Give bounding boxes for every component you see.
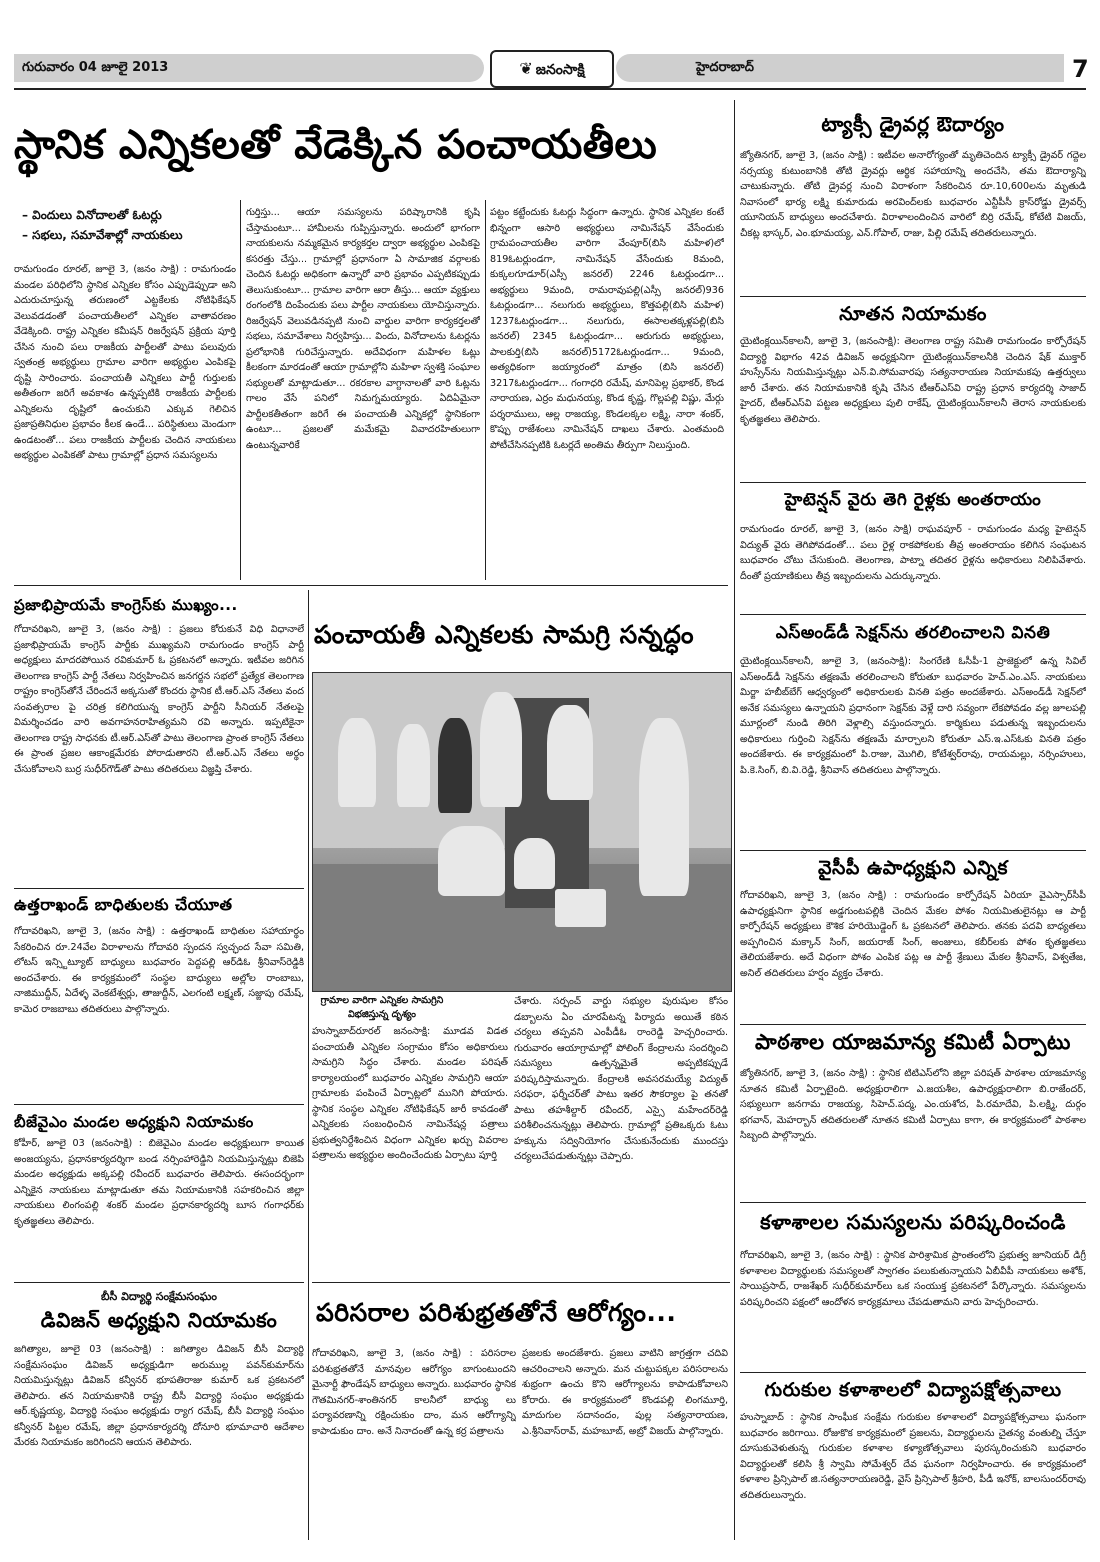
center-story2-body-left: గోదావరిఖని, జూలై 3, (జనం సాక్షి) : పరిసరాల పరిశుభ్రతతోనే మానవుల ఆరోగ్యం బాగుంటుందని మైనార్టీ ఫౌండేషన్ బాధ్యులు అన్నారు. బుధవారం స్థానిక గౌతమినగర్-శాంతినగర్ కాలనీలో బాధ్యు లు పర్యావరణాన్ని రక్షించుకుం దాం, మన ఆరోగ్యాన్ని కాపాడుకుం దాం. అనే నినాదంతో ఉన్న కర్ర పత్రాలను [312,1348,516,1437]
center-story2-headline: పరిసరాల పరిశుభ్రతతోనే ఆరోగ్యం... [316,1298,677,1327]
column-divider [240,200,241,580]
right-story7-headline: కళాశాలల సమస్యలను పరిష్కరించండి [760,1210,1066,1234]
right-story8-body: హుస్నాబాద్ : స్థానిక సాంఘీక సంక్షేమ గురుకుల కళాశాలలో విద్యాపక్షోత్సవాలు ఘనంగా బుధవారం జరిగాయి. రోజుకొక కార్యక్రమంలో ప్రజలను, విద్యార్థులను చైతన్య వంతుల్ని చేస్తూ దూసుకువెళుతున్న గురుకుల కళాశాల కళ్యాణోత్సవాలు పురస్కరించుకుని బుధవారం విద్యార్థులతో కలిసి శ్రీ స్వామి సోమేశ్వర్ దేవ ఘనంగా నిర్వహించారు. ఈ కార్యక్రమంలో కళాశాల ప్రిన్సిపాల్ జి.సత్యనారాయణరెడ్డి, వైస్ ప్రిన్సిపాల్ శ్రీహరి, పీడీ ఇనోక్, బాలసుందర్‌రావు తదితరులున్నారు. [740,1412,1086,1501]
right-story1-headline: ట్యాక్సీ డ్రైవర్ల ఔదార్యం [821,112,1005,136]
right-story2-body: యైటింక్లయిన్‌కాలనీ, జూలై 3, (జనంసాక్షి): తెలంగాణ రాష్ట్ర సమితి రామగుండం కార్పోరేషన్ విద్యార్థి విభాగం 42వ డివిజన్ అధ్యక్షునిగా యైటింక్లయిన్‌కాలనీకి చెందిన షేక్ ముక్తార్ హుస్సేన్‌ను నియమిస్తున్నట్లు ఎన్.వి.సోమవారపు సత్యనారాయణ నియామకపు ఉత్తర్వులు జారీ చేశారు. తన నియామకానికి కృషి చేసిన టీఆర్‌ఎస్‌వి రాష్ట్ర ప్రధాన కార్యదర్శి సాజాద్ హైదర్, టీఆర్‌ఎస్‌వి పట్టణ అధ్యక్షులు పులి రాకేష్, యైటింక్లయిన్‌కాలనీ తెరాస నాయకులకు కృతజ్ఞతలు తెలిపారు. [740,336,1086,425]
right-story4-body: యైటింక్లయిన్‌కాలనీ, జూలై 3, (జనంసాక్షి): సింగరేణి ఓసీపీ-1 ప్రాజెక్టులో ఉన్న సివిల్ ఎస్‌అండ్‌డీ సెక్షన్‌ను తక్షణమే తరలించాలని కోరుతూ బుధవారం హెచ్.ఎం.ఎస్. నాయకులు మిర్జా హబీబ్‌బేగ్ ఆధ్వర్యంలో అధికారులకు వినతి పత్రం అందజేశారు. ఎస్‌అండ్‌డీ సెక్షన్‌లో అనేక సమస్యలు ఉన్నాయని ప్రధానంగా సెక్షన్‌కు వెళ్లే దారి సవ్యంగా లేకపోవడం వల్ల జూలపల్లి మూర్లంలో నుండి తిరిగి వెళ్లాల్సి వస్తుందన్నారు. కార్మికులు పడుతున్న ఇబ్బందులను అధికారులు గుర్తించి సెక్షన్‌ను తక్షణమే మార్చాలని కోరుతూ ఎస్.ఇ.ఎస్‌ఓకు వినతి పత్రం అందజేశారు. ఈ కార్యక్రమంలో పి.రాజు, మొగిలి, కోటేశ్వర్‌రావు, రాయమల్లు, నర్సింహులు, పి.కె.సింగ్, బి.వి.రెడ్డి, శ్రీనివాస్ తదితరులు పాల్గొన్నారు. [740,656,1086,776]
main-subheads [22,205,232,245]
section-rule [740,1024,1086,1025]
section-rule [14,585,728,586]
section-rule [312,1282,730,1283]
right-story3-body: రామగుండం రూరల్, జూలై 3, (జనం సాక్షి) రాఘవపూర్ - రామగుండం మధ్య హైటెన్షన్ విద్యుత్ వైరు తెగిపోవడంతో... పలు రైళ్ల రాకపోకలకు తీవ్ర అంతరాయం కలిగిన సంఘటన బుధవారం చోటు చేసుకుంది. తెలంగాణ, పాట్నా తదితర రైళ్లను అధికారులు నిలిపివేశారు. దీంతో ప్రయాణికులు తీవ్ర ఇబ్బందులను ఎదుర్కున్నారు. [740,524,1086,582]
right-story7-body: గోదావరిఖని, జూలై 3, (జనం సాక్షి) : స్థానిక పారిశ్రామిక ప్రాంతంలోని ప్రభుత్వ జూనియర్ డిగ్రీ కళాశాలల విద్యార్థులకు సమస్యలతో స్వాగతం పలుకుతున్నాయని ఏబీవీపీ నాయకులు అశోక్, సాయిప్రసాద్, రాజశేఖర్ సుధీర్‌కుమార్‌లు ఒక సంయుక్త ప్రకటనలో పేర్కొన్నారు. సమస్యలను పరిష్కరించని పక్షంలో ఆందోళన కార్యక్రమాలు చేపడుతామని వారు హెచ్చరించారు. [740,1250,1086,1308]
left-story2-headline: ఉత్తరాఖండ్ బాధితులకు చేయూత [14,895,233,914]
header-rule [14,88,1086,90]
section-rule [740,850,1086,851]
left-story4-kicker: బీసీ విద్యార్థి సంక్షేమసంఘం [101,1290,217,1303]
center-story1-body-right: చేశారు. సర్పంచ్ వార్డు సభ్యుల పురుషుల కోసం డబ్బాలను ఏం చూరపేటన్న పిర్యాదు అయితే కఠిన చర్యలు తప్పవని ఎంపీడీఓ రాంరెడ్డి హెచ్చరించారు. గురువారం ఆయాగ్రామాల్లో పోలింగ్ కేంద్రాలను సందర్శించి సమస్యలు ఉత్పన్నమైతే అప్పటికప్పుడే పరిష్కరిస్తామన్నారు. కేంద్రాలకి అవసరమయ్యే విద్యుత్ సరఫరా, ఫర్నీచర్‌తో పాటు ఇతర సౌకర్యాల పై తనతో పాటు తహశీల్దార్ రవీందర్, ఎస్సై మహేందర్‌రెడ్డి పరిశీలించనున్నట్లు తెలిపారు. గ్రామాల్లో ప్రతిఒక్కరు ఓటు హక్కును సద్వినియోగం చేసుకునేందుకు ముందస్తు చర్యలుచేపడుతున్నట్లు చెప్పారు. [514,996,728,1162]
main-story-col1: రామగుండం రూరల్, జూలై 3, (జనం సాక్షి) : రామగుండం మండల పరిధిలోని స్థానిక ఎన్నికల కోసం ఎప్పుడెప్పుడా అని ఎదురుచూస్తున్న తరుణంలో ఎట్టకేలకు నోటిఫికేషన్ వెలువడడంతో పంచాయతీలలో ఎన్నికల వాతావరణం వేడెక్కింది. రాష్ట్ర ఎన్నికల కమీషన్ రిజర్వేషన్ ప్రక్రియ పూర్తి చేసిన నుంచి పలు రాజకీయ పార్టీలతో పాటు పలువురు స్వతంత్ర అభ్యర్థులు గ్రామాల వారిగా అభ్యర్థుల ఎంపికపై దృష్టి సారించారు. పంచాయతీ ఎన్నికలు పార్టీ గుర్తులకు అతీతంగా జరిగే అవకాశం ఉన్నప్పటికి రాజకీయ పార్టీలకు ఎన్నికలను దృష్టిలో ఉంచుకుని ఎక్కువ గెలిచిన ప్రజాప్రతినిధుల ప్రభావం కీలక ఉండే... పరిస్థితులు మెండుగా ఉండటంతో... పలు రాజకీయ పార్టీలకు చెందిన నాయకులు అభ్యర్థుల ఎంపికతో పాటు గ్రామాల్లో ప్రధాన సమస్యలను [14,264,236,461]
page-number: 7 [1072,55,1089,83]
section-rule [740,614,1086,615]
photo-caption: గ్రామాల వారిగా ఎన్నికల సామగ్రిని విభజిస్తున్న దృశ్యం [320,995,444,1020]
column-divider [734,100,735,1540]
left-story4-headline: డివిజన్ అధ్యక్షుని నియామకం [40,1308,278,1332]
left-story2-body: గోదావరిఖని, జూలై 3, (జనం సాక్షి) : ఉత్తరాఖండ్ బాధితుల సహాయార్థం సేకరించిన రూ.24వేల విరాళాలను గోదావరి స్పందన స్వచ్ఛంద సేవా సమితి, లోటస్ ఇన్స్టిట్యూట్ బాధ్యులు బుధవారం పెద్దపల్లి ఆర్‌డిఓ శ్రీనివాస్‌రెడ్డికి అందచేశారు. ఈ కార్యక్రమంలో సంస్థల బాధ్యులు అల్లోల రాంబాబు, నాజిముద్దీన్, ఏదేళ్ళ వెంకటేశ్వర్లు, తాజుద్దీన్, ఎలగంటి లక్ష్మణ్, సజ్జాపు రమేష్, కామెర రాజబాబు తదితరులు పాల్గొన్నారు. [14,926,304,1015]
main-story-col3: పట్టం కట్టేందుకు ఓటర్లు సిద్ధంగా ఉన్నారు. స్థానిక ఎన్నికల కంటే భిన్నంగా ఆసారి అభ్యర్థులు నామినేషన్ వేసేందుకు గ్రామపంచాయతీల వారిగా వేంపూర్(బిసి మహిళ)లో 819ఓటర్లుండగా, నామినేషన్ వేసేందుకు 8మంది, కుక్కలగూడూర్(ఎస్సీ జనరల్) 2246 ఓటర్లుండగా... అభ్యర్థులు 9మంది, రామరావుపల్లి(ఎస్సీ జనరల్)936 ఓటర్లుండగా... నలుగురు అభ్యర్థులు, కొత్తపల్లి(బిసి మహిళ) 1237ఓటర్లుండగా... నలుగురు, ఈసాలతక్కళ్లపల్లి(బిసి జనరల్) 2345 ఓటర్లుండగా... ఆరుగురు అభ్యర్థులు, పాలకుర్తి(బిసి జనరల్)5172ఓటర్లుండగా... 9మంది, అత్యధికంగా జయ్యారంలో మాత్రం (బిసి జనరల్) 3217ఓటర్లుండగా... గంగాధరి రమేష్, మానిపెల్ల ప్రభాకర్, కొండ నారాయణ, ఎర్రం మధునయ్య, కొండ కృష్ణ, గొల్లపల్లి విష్ణు, మేర్గు పర్శరాములు, ఆల్ల రాజయ్య, కొండలక్కల లక్ష్మి, నారా శంకర్, కొప్పు రాజేశంలు నామినేషన్ దాఖలు చేశారు. ఎంతమంది పోటీచేసినప్పటికి ఓటర్లదే అంతిమ తీర్పుగా నిలుస్తుంది. [490,207,724,451]
left-story3-body: కోహీర్, జూలై 03 (జనంసాక్షి) : బిజెవైఎం మండల అధ్యక్షులుగా కాయిత అంజయ్యను, ప్రధానకార్యదర్శిగా బండ నర్సింహారెడ్డిని నియమిస్తున్నట్లు బిజెపి మండల అధ్యక్షుడు అక్కపల్లి రవీందర్ బుధవారం తెలిపారు. ఈసందర్భంగా ఎన్నికైన నాయకులు మాట్లాడుతూ తమ నియామకానికి సహకరించిన జిల్లా నాయకులు లింగంపల్లి శంకర్ మండల ప్రధానకార్యదర్శి బూస గంగాధర్‌కు కృతజ్ఞతలు తెలిపారు. [14,1138,304,1227]
news-photo [312,672,732,992]
right-story6-body: జ్యోతినగర్, జూలై 3, (జనం సాక్షి) : స్థానిక టిటిఎస్‌లోని జిల్లా పరిషత్ పాఠశాల యాజమాన్య నూతన కమిటీ ఏర్పాటైంది. అధ్యక్షురాలిగా ఎ.జయశీల, ఉపాధ్యక్షురాలిగా బి.రాజేందర్, సభ్యులుగా జనగామ రాజయ్య, సిహెచ్.పద్మ, ఎం.యశోద, పి.రమాదేవి, పి.లక్ష్మి, దుర్గం భగవాన్, మెహర్బాన్ తదితరులతో నూతన కమిటీ ఏర్పాటు కాగా, ఈ కార్యక్రమంలో పాఠశాల సిబ్బంది పాల్గొన్నారు. [740,1068,1086,1141]
newspaper-logo [490,50,614,88]
section-rule [14,1104,304,1105]
right-story5-body: గోదావరిఖని, జూలై 3, (జనం సాక్షి) : రామగుండం కార్పోరేషన్ ఏరియా వైఎస్సార్‌సీపీ ఉపాధ్యక్షునిగా స్థానిక అడ్డగుంటపల్లికి చెందిన మేకల పోశం నియమితులైనట్లు ఆ పార్టీ కార్పోరేషన్ అధ్యక్షులు కౌశిక హరియెుడ్డెంగ్ ఓ ప్రకటనలో తెలిపారు. తనకు పదవి బాధ్యతలు అప్పగించిన మక్కాన్ సింగ్, జయరాజ్ సింగ్, అంజులు, కబీర్‌లకు పోశం కృతజ్ఞతలు తెలియజేశారు. అదే విధంగా పోశం ఎంపిక పట్ల ఆ పార్టీ శ్రేణులు మేకల శ్రీనివాస్, విశ్వతేజ, అనిల్ తదితరులు హర్షం వ్యక్తం చేశారు. [740,890,1086,979]
right-story3-headline: హైటెన్షన్ వైరు తెగి రైళ్లకు అంతరాయం [784,490,1042,510]
section-rule [14,888,304,889]
header-city: హైదరాబాద్ [616,54,1064,82]
section-rule [740,1372,1086,1373]
column-divider [308,590,309,1540]
right-story4-headline: ఎస్‌అండ్‌డీ సెక్షన్‌ను తరలించాలని వినతి [775,623,1051,643]
right-story8-headline: గురుకుల కళాశాలలో విద్యాపక్షోత్సవాలు [764,1379,1062,1401]
main-story-col2: గుర్తిస్తు... ఆయా సమస్యలను పరిష్కారానికి కృషి చేస్తామంటూ... హామీలను గుప్పిస్తున్నారు. అందులో భాగంగా నాయకులను నమ్మకమైన కార్యకర్తల ద్వారా అభ్యర్థుల ఎంపికపై కసరత్తు చేస్తు... గ్రామాల్లో ప్రధానంగా ఏ సామాజిక వర్గాలకు చెందిన ఓటర్లు అధికంగా ఉన్నారో వారి ప్రభావం ఎప్పటికప్పుడు తెలుసుకుంటూ... గ్రామాల వారిగా ఆరా తీస్తు... ఆయా వ్యక్తులు రంగంలోకి దింపేందుకు పలు పార్టీల నాయకులు యోచిస్తున్నారు. రిజర్వేషన్ వెలువడినప్పటి నుంచి వార్డుల వారిగా కార్యకర్తలతో సభలు, సమావేశాలు నిర్వహిస్తు... విందు, వినోదాలను ఓటర్లను ప్రలోభానికి గురిచేస్తున్నారు. అదేవిధంగా మహిళల ఓట్లు కీలకంగా మారడంతో ఆయా గ్రామాల్లోని మహిళా స్వశక్తి సంఘాల సభ్యులతో మాట్లాడుతూ... రకరకాల వాగ్దానాలతో వారి ఓట్లను గాలం వేసే పనిలో నిమగ్నమయ్యారు. ఏదిఏమైనా పార్టీలకతీతంగా జరిగే ఈ పంచాయతీ ఎన్నికల్లో స్థానికంగా ఉంటూ... ప్రజలతో మమేకమై వివాదరహితులుగా ఉంటున్నవారికే [246,207,480,451]
leaf-icon: ❦ [519,59,533,78]
column-divider [485,200,486,580]
main-headline: స్థానిక ఎన్నికలతో వేడెక్కిన పంచాయతీలు [14,122,658,168]
right-story5-headline: వైసీపీ ఉపాధ్యక్షుని ఎన్నిక [818,857,1008,879]
newspaper-name: జనంసాక్షి [535,62,585,78]
section-rule [14,1282,304,1283]
left-story1-body: గోదావరిఖని, జూలై 3, (జనం సాక్షి) : ప్రజలు కోరుకునే విధి విధానాలే ప్రజాభిప్రాయమే కాంగ్రెస్ పార్టీకు ముఖ్యమని రామగుండం కాంగ్రెస్ పార్టీ అధ్యక్షులు మాదరపోయిన రవికుమార్ ఓ ప్రకటనలో అన్నారు. ఇటీవల జరిగిన తెలంగాణ కాంగ్రెస్ పార్టీ నేతలు నిర్వహించిన జనగర్జన సభలో ప్రత్యేక తెలంగాణ రాష్ట్రం కాంగ్రెస్‌తోనే చేరిందనే అక్కసుతో కొందరు స్థానిక టీ.ఆర్.ఎస్ నేతలు వంద సంవత్సరాల పై చరిత్ర కలిగియున్న కాంగ్రెస్ పార్టీని సీనియర్ నేతలపై విమర్శించడం వారి అవగాహనరాహిత్యమని రవి అన్నారు. ఇప్పటికైనా తెలంగాణ రాష్ట్ర సాధనకు టీ.ఆర్.ఎస్‌తో పాటు తెలంగాణ ప్రాంత కాంగ్రెస్ నేతలు ఈ ప్రాంత ప్రజల ఆకాంక్షమేరకు పోరాడుతారని టీ.ఆర్.ఎస్ నేతలు అర్థం చేసుకోవాలని బుర్ర సుధీర్‌గౌడ్‌తో పాటు తదితరులు విజ్ఞప్తి చేశారు. [14,624,304,775]
main-subhead-2: – సభలు, సమావేశాల్లో నాయకులు [22,228,183,242]
center-story2-body-right: ప్రజలకు అందజేశారు. ప్రజలు వాటిని జాగ్రత్తగా చదివి ఆచరించాలని అన్నారు. మన చుట్టుపక్కల పరిసరాలను శుభ్రంగా ఉంచు కొని ఆరోగ్యాలను కాపాడుకోవాలని కోరారు. ఈ కార్యక్రమంలో కొండపల్లి లింగమూర్తి, మాదుగుల సదానందం, పుల్ల సత్యనారాయణ, ఎ.శ్రీనివాస్‌రావ్, మహబూబ్, అబ్రో విజయ్ పాల్గొన్నారు. [522,1348,728,1437]
right-story1-body: జ్యోతినగర్, జూలై 3, (జనం సాక్షి) : ఇటీవల అనారోగ్యంతో మృతిచెందిన ట్యాక్సీ డ్రైవర్ గద్దెల నర్సయ్య కుటుంబానికి తోటి డ్రైవర్లు ఆర్థిక సహాయాన్ని అందచేసి, తమ ఔదార్యాన్ని చాటుకున్నారు. తోటి డ్రైవర్ల నుంచి విరాళంగా సేకరించిన రూ.10,600లను మృతుడి నివాసంలో భార్య లక్ష్మి కుమారుడు అరవింద్‌లకు బుధవారం ఎన్టీపీసీ క్రాస్‌రోడ్డు డ్రైవర్స్ యూనియన్ బాధ్యులు అందచేశారు. విరాళాలందించిన వారిలో బిర్రి రమేష్, కోటేటి విజయ్, చీకట్ల భాస్కర్, ఎం.భూమయ్య, ఎన్.గోపాల్, రాజు, పిల్లి రమేష్ తదితరులున్నారు. [740,150,1086,239]
section-rule [740,482,1086,483]
center-story1-body-left: హుస్నాబాద్‌రూరల్ జనంసాక్షి: మూడవ విడత పంచాయతీ ఎన్నికల సంగ్రామం కోసం అధికారులు సామగ్రిని సిద్ధం చేశారు. మండల పరిషత్ కార్యాలయంలో బుధవారం ఎన్నికల సామగ్రిని ఆయా గ్రామాలకు పంపించే ఏర్పాట్లలో మునిగి పోయారు. స్థానిక సంస్థల ఎన్నికల నోటిఫికేషన్ జారీ కావడంతో ఎన్నికలకు సంబంధించిన నామినేషన్ల పత్రాలు ప్రభుత్వనిర్దేశించిన విధంగా ఎన్నికల ఖర్చు వివరాల పత్రాలను అభ్యర్థుల అందించేందుకు ఏర్పాటు పూర్తి [312,1026,508,1161]
header-date: గురువారం 04 జూలై 2013 [14,54,484,82]
left-story3-headline: బీజేవైఎం మండల అధ్యక్షుని నియామకం [14,1113,254,1131]
left-story1-headline: ప్రజాభిప్రాయమే కాంగ్రెస్‌కు ముఖ్యం... [14,596,238,614]
left-story4-body: జగిత్యాల, జూలై 03 (జనంసాక్షి) : జగిత్యాల డివిజన్ బీసీ విద్యార్థి సంక్షేమసంఘం డివిజన్ అధ్యక్షుడిగా అరుముల్ల పవన్‌కుమార్‌ను నియమిస్తున్నట్లు డివిజన్ కన్వీనర్ భూపతిరాజు కుమార్ ఒక ప్రకటనలో తెలిపారు. తన నియామకానికి రాష్ట్ర బీసీ విద్యార్థి సంఘం అధ్యక్షుడు ఆర్.కృష్ణయ్య, విద్యార్థి సంఘం అధ్యక్షుడు ర్యాగ రమేష్, బీసీ విద్యార్థి సంఘం కన్వీనర్ పిట్టల రమేష్, జిల్లా ప్రధానకార్యదర్శి దోనూరి భూమాచారి ఆదేశాల మేరకు నియామకం జరిగిందని ఆయన తెలిపారు. [14,1344,304,1448]
section-rule [740,1202,1086,1203]
center-story1-headline: పంచాయతీ ఎన్నికలకు సామగ్రి సన్నద్ధం [314,620,695,649]
section-rule [740,296,1086,297]
main-subhead-1: – విందులు వినోదాలతో ఓటర్లు [22,208,162,222]
right-story2-headline: నూతన నియామకం [839,303,987,325]
right-story6-headline: పాఠశాల యాజమాన్య కమిటీ ఏర్పాటు [755,1030,1071,1054]
